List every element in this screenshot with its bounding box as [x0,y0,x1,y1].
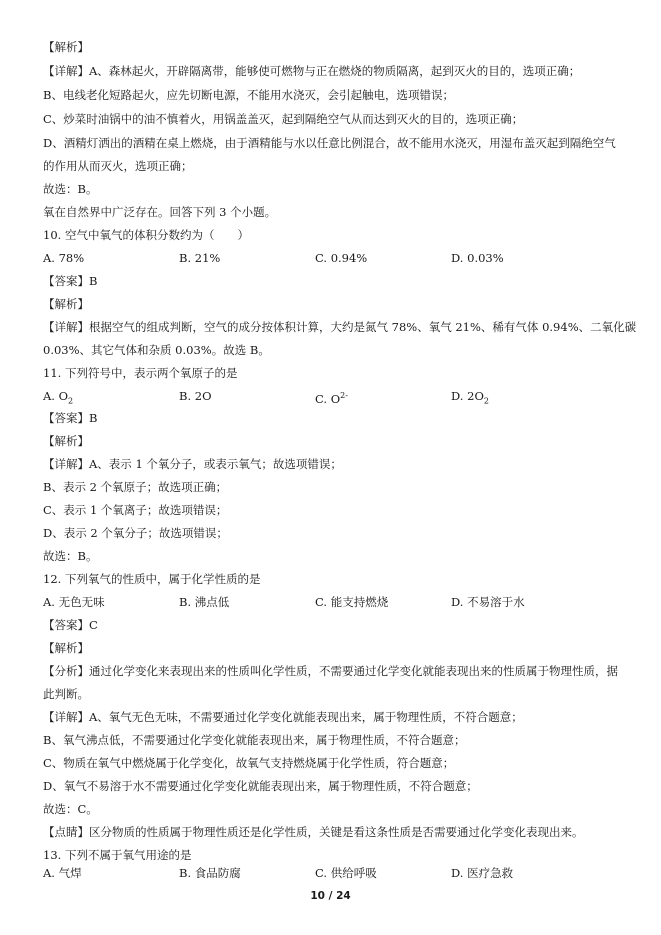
option-a: A. 78% [43,251,85,265]
detail-line: C、炒菜时油锅中的油不慎着火，用锅盖盖灭，起到隔绝空气从而达到灭火的目的，选项正确； [43,112,524,126]
answer-line: 【答案】C [43,618,98,632]
option-b: B. 食品防腐 [179,866,241,880]
option-a: A. 无色无味 [43,595,105,609]
detail-line: B、表示 2 个氧原子；故选项正确； [43,480,228,494]
question-10-stem: 10. 空气中氧气的体积分数约为（ ） [43,228,249,242]
question-13-stem: 13. 下列不属于氧气用途的是 [43,848,192,862]
option-b: B. 2O [179,389,212,403]
option-a-text: A. O [43,389,69,403]
option-d: D. 0.03% [451,251,504,265]
detail-line: 的作用从而灭火，选项正确； [43,159,193,173]
section-intro: 氧在自然界中广泛存在。回答下列 3 个小题。 [43,205,277,219]
option-a [43,389,73,408]
option-a: A. 气焊 [43,866,82,880]
option-c [315,389,348,406]
option-d: D. 医疗急救 [451,866,514,880]
answer-line: 【答案】B [43,411,98,425]
detail-line: C、物质在氧气中燃烧属于化学变化，故氧气支持燃烧属于化学性质，符合题意； [43,756,455,770]
option-c-text: C. O [315,391,341,406]
detail-line: B、电线老化短路起火，应先切断电源，不能用水浇灭，会引起触电，选项错误； [43,88,454,102]
question-11-options [43,389,633,406]
option-d: D. 不易溶于水 [451,595,525,609]
analysis-heading: 【解析】 [43,641,89,655]
subscript: 2 [483,396,489,406]
detail-line: 【详解】A、表示 1 个氧分子，或表示氧气；故选项错误； [43,457,342,471]
option-b: B. 沸点低 [179,595,230,609]
analysis-line: 此判断。 [43,687,89,701]
analysis-heading: 【解析】 [43,40,89,54]
detail-line: 0.03%、其它气体和杂质 0.03%。故选 B。 [43,343,270,357]
detail-line: C、表示 1 个氧离子；故选项错误； [43,503,228,517]
conclusion-line: 故选：B。 [43,182,98,196]
question-12-stem: 12. 下列氧气的性质中，属于化学性质的是 [43,572,261,586]
option-b: B. 21% [179,251,221,265]
conclusion-line: 故选：B。 [43,549,98,563]
question-11-stem: 11. 下列符号中，表示两个氧原子的是 [43,366,238,380]
conclusion-line: 故选：C。 [43,802,98,816]
question-10-options [43,251,633,265]
detail-line: D、表示 2 个氧分子；故选项错误； [43,526,228,540]
question-12-options [43,595,633,609]
tip-line: 【点睛】区分物质的性质属于物理性质还是化学性质，关键是看这条性质是否需要通过化学变化表现出来。 [43,825,584,839]
option-d-text: D. 2O [451,389,484,403]
option-d [451,389,489,408]
detail-line: 【详解】根据空气的组成判断，空气的成分按体积计算，大约是氮气 78%、氧气 21%、稀有气体 0.94%、二氧化碳 [43,320,637,334]
detail-line: D、氧气不易溶于水不需要通过化学变化就能表现出来，属于物理性质，不符合题意； [43,779,478,793]
answer-line: 【答案】B [43,274,98,288]
detail-line: 【详解】A、氧气无色无味，不需要通过化学变化就能表现出来，属于物理性质，不符合题意； [43,710,523,724]
page-number: 10 / 24 [310,890,351,902]
superscript: 2- [340,391,348,400]
option-c: C. 能支持燃烧 [315,595,389,609]
option-c: C. 供给呼吸 [315,866,377,880]
detail-line: 【详解】A、森林起火，开辟隔离带，能够使可燃物与正在燃烧的物质隔离，起到灭火的目的，选项正确； [43,64,581,78]
analysis-line: 【分析】通过化学变化来表现出来的性质叫化学性质，不需要通过化学变化就能表现出来的性质属于物理性质，据 [43,664,618,678]
option-c: C. 0.94% [315,251,368,265]
detail-line: B、氧气沸点低，不需要通过化学变化就能表现出来，属于物理性质，不符合题意； [43,733,466,747]
analysis-heading: 【解析】 [43,434,89,448]
analysis-heading: 【解析】 [43,297,89,311]
detail-line: D、酒精灯洒出的酒精在桌上燃烧，由于酒精能与水以任意比例混合，故不能用水浇灭，用湿布盖灭起到隔绝空气 [43,136,616,150]
question-13-options [43,866,633,880]
subscript: 2 [68,396,74,406]
